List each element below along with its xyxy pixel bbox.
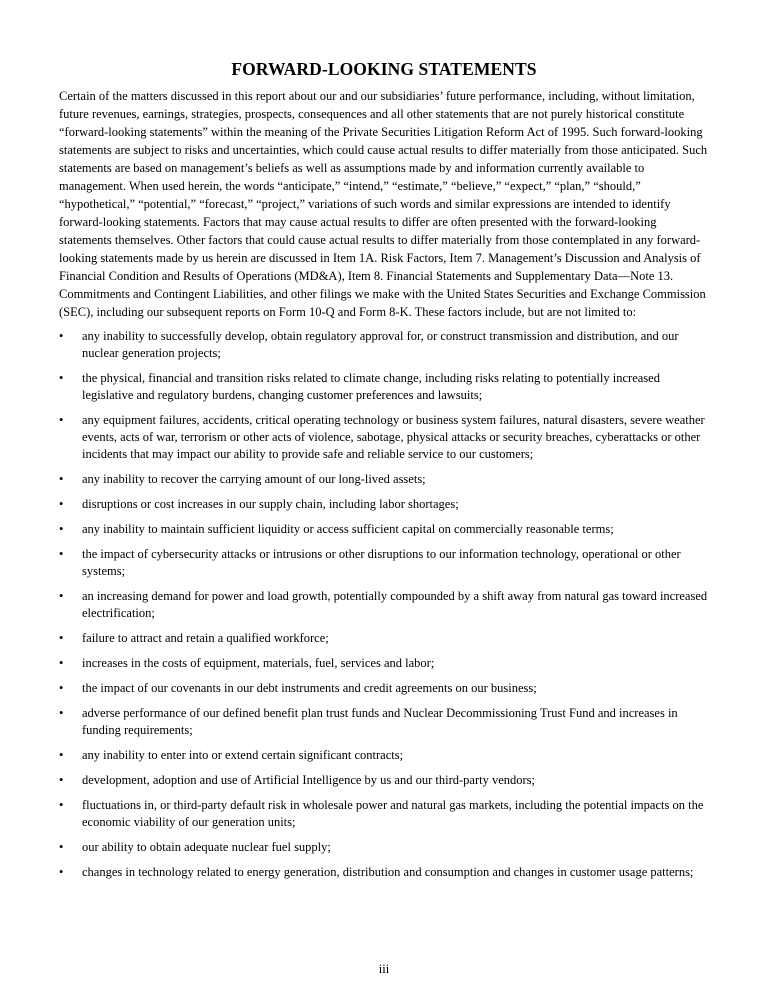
bullet-icon: • [59, 631, 64, 645]
page-title: FORWARD-LOOKING STATEMENTS [231, 59, 537, 79]
list-item-text: any inability to maintain sufficient liquidity or access sufficient capital on commercially reasonable terms; [82, 522, 614, 536]
list-item [59, 546, 709, 580]
list-item-text: an increasing demand for power and load growth, potentially compounded by a shift away from natural gas toward increased electrification; [82, 589, 708, 620]
intro-paragraph: Certain of the matters discussed in this report about our and our subsidiaries’ future performance, including, without limitation, future revenues, earnings, strategies, prospects, consequences and all other statements that are not purely historical constitute “forward-looking statements” within the meaning of the Private Securities Litigation Reform Act of 1995. Such forward-looking statements are subject to risks and uncertainties, which could cause actual results to differ materially from those anticipated. Such statements are based on management’s beliefs as well as assumptions made by and information currently available to management. When used herein, the words “anticipate,” “intend,” “estimate,” “believe,” “expect,” “plan,” “should,” “hypothetical,” “potential,” “forecast,” “project,” variations of such words and similar expressions are intended to identify forward-looking statements. Factors that may cause actual results to differ are often presented with the forward-looking statements themselves. Other factors that could cause actual results to differ materially from those contemplated in any forward-looking statements made by us herein are discussed in Item 1A. Risk Factors, Item 7. Management’s Discussion and Analysis of Financial Condition and Results of Operations (MD&A), Item 8. Financial Statements and Supplementary Data—Note 13. Commitments and Contingent Liabilities, and other filings we make with the United States Securities and Exchange Commission (SEC), including our subsequent reports on Form 10-Q and Form 8-K. These factors include, but are not limited to: [59, 89, 708, 319]
bullet-icon: • [59, 748, 64, 762]
list-item-text: changes in technology related to energy generation, distribution and consumption and changes in customer usage patterns; [82, 865, 694, 879]
list-item [59, 630, 709, 647]
list-item-text: increases in the costs of equipment, materials, fuel, services and labor; [82, 656, 435, 670]
list-item [59, 521, 709, 538]
list-item-text: disruptions or cost increases in our supply chain, including labor shortages; [82, 497, 459, 511]
list-item [59, 680, 709, 697]
list-item-text: failure to attract and retain a qualified workforce; [82, 631, 329, 645]
list-item-text: any inability to enter into or extend certain significant contracts; [82, 748, 404, 762]
list-item [59, 772, 709, 789]
list-item [59, 839, 709, 856]
list-item-text: the physical, financial and transition risks related to climate change, including risks relating to potentially increased legislative and regulatory burdens, changing customer preferences and lawsuits; [82, 371, 660, 402]
bullet-icon: • [59, 522, 64, 536]
list-item [59, 471, 709, 488]
document-page [59, 58, 709, 889]
bullet-icon: • [59, 773, 64, 787]
bullet-icon: • [59, 589, 64, 603]
list-item-text: development, adoption and use of Artificial Intelligence by us and our third-party vendors; [82, 773, 536, 787]
list-item-text: the impact of cybersecurity attacks or intrusions or other disruptions to our information technology, operational or other systems; [82, 547, 681, 578]
page-number: iii [378, 962, 390, 976]
bullet-icon: • [59, 472, 64, 486]
risk-factor-list [59, 328, 709, 881]
list-item [59, 370, 709, 404]
bullet-icon: • [59, 656, 64, 670]
list-item-text: any inability to successfully develop, obtain regulatory approval for, or construct transmission and distribution, and our nuclear generation projects; [82, 329, 679, 360]
bullet-icon: • [59, 413, 64, 427]
list-item-text: adverse performance of our defined benefit plan trust funds and Nuclear Decommissioning Trust Fund and increases in funding requirements; [82, 706, 678, 737]
list-item [59, 496, 709, 513]
list-item-text: any inability to recover the carrying amount of our long-lived assets; [82, 472, 426, 486]
list-item [59, 797, 709, 831]
bullet-icon: • [59, 371, 64, 385]
bullet-icon: • [59, 681, 64, 695]
list-item-text: the impact of our covenants in our debt instruments and credit agreements on our business; [82, 681, 537, 695]
list-item-text: fluctuations in, or third-party default risk in wholesale power and natural gas markets, including the potential impacts on the economic viability of our generation units; [82, 798, 704, 829]
bullet-icon: • [59, 865, 64, 879]
bullet-icon: • [59, 840, 64, 854]
bullet-icon: • [59, 798, 64, 812]
bullet-icon: • [59, 706, 64, 720]
list-item [59, 705, 709, 739]
list-item-text: any equipment failures, accidents, critical operating technology or business system failures, natural disasters, severe weather events, acts of war, terrorism or other acts of violence, sabotage, physical attacks or security breaches, cyberattacks or other incidents that may impact our ability to provide safe and reliable service to our customers; [82, 413, 705, 461]
list-item [59, 747, 709, 764]
list-item [59, 328, 709, 362]
list-item [59, 588, 709, 622]
list-item-text: our ability to obtain adequate nuclear fuel supply; [82, 840, 331, 854]
bullet-icon: • [59, 497, 64, 511]
bullet-icon: • [59, 329, 64, 343]
bullet-icon: • [59, 547, 64, 561]
list-item [59, 655, 709, 672]
list-item [59, 412, 709, 463]
list-item [59, 864, 709, 881]
